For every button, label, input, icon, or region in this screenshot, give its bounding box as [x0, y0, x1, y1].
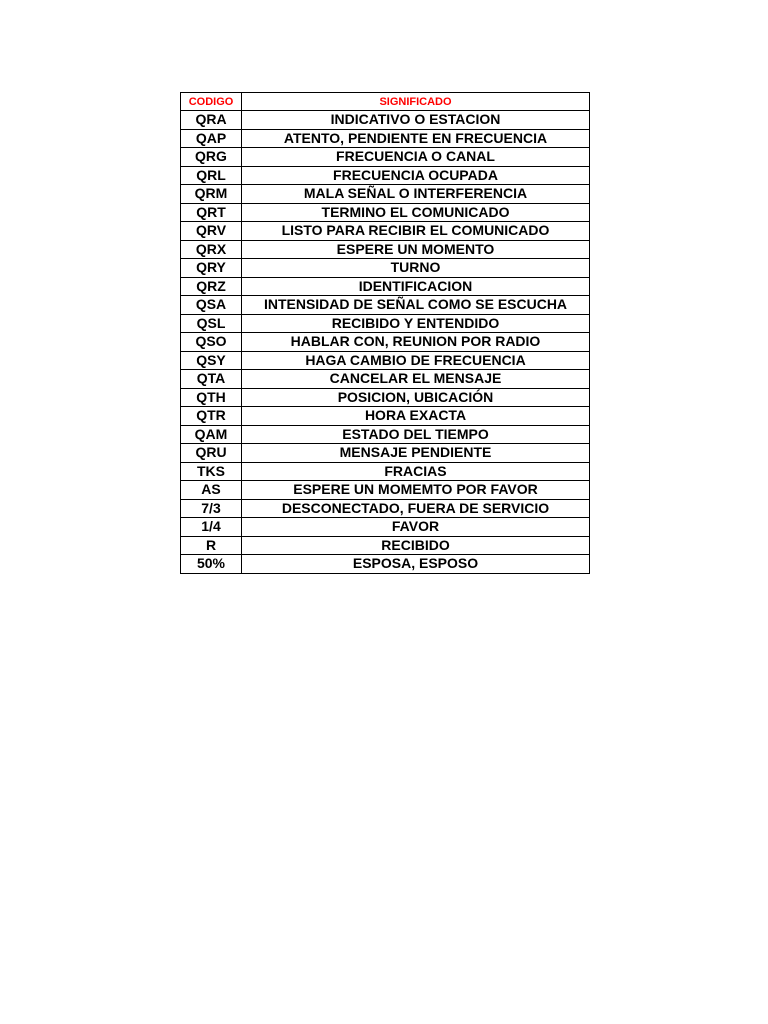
- code-cell: QTR: [181, 407, 242, 426]
- code-cell: QRZ: [181, 277, 242, 296]
- meaning-cell: ESPERE UN MOMEMTO POR FAVOR: [242, 481, 590, 500]
- code-cell: QSY: [181, 351, 242, 370]
- table-row: [181, 555, 590, 574]
- code-cell: TKS: [181, 462, 242, 481]
- code-cell: QRA: [181, 111, 242, 130]
- meaning-cell: MALA SEÑAL O INTERFERENCIA: [242, 185, 590, 204]
- code-cell: QRU: [181, 444, 242, 463]
- code-cell: QRT: [181, 203, 242, 222]
- table-row: [181, 129, 590, 148]
- table-row: [181, 185, 590, 204]
- meaning-cell: INTENSIDAD DE SEÑAL COMO SE ESCUCHA: [242, 296, 590, 315]
- meaning-cell: DESCONECTADO, FUERA DE SERVICIO: [242, 499, 590, 518]
- table-row: [181, 444, 590, 463]
- code-cell: QSO: [181, 333, 242, 352]
- meaning-cell: MENSAJE PENDIENTE: [242, 444, 590, 463]
- table-row: [181, 370, 590, 389]
- code-cell: QRM: [181, 185, 242, 204]
- code-cell: 7/3: [181, 499, 242, 518]
- meaning-cell: ATENTO, PENDIENTE EN FRECUENCIA: [242, 129, 590, 148]
- code-cell: QRG: [181, 148, 242, 167]
- header-meaning: SIGNIFICADO: [242, 93, 590, 111]
- code-cell: QSL: [181, 314, 242, 333]
- code-cell: AS: [181, 481, 242, 500]
- table-row: [181, 462, 590, 481]
- meaning-cell: FAVOR: [242, 518, 590, 537]
- meaning-cell: FRACIAS: [242, 462, 590, 481]
- meaning-cell: LISTO PARA RECIBIR EL COMUNICADO: [242, 222, 590, 241]
- code-cell: QRX: [181, 240, 242, 259]
- code-cell: QTA: [181, 370, 242, 389]
- meaning-cell: ESTADO DEL TIEMPO: [242, 425, 590, 444]
- table-row: [181, 166, 590, 185]
- table-row: [181, 148, 590, 167]
- code-cell: QSA: [181, 296, 242, 315]
- table-row: [181, 222, 590, 241]
- table-row: [181, 203, 590, 222]
- table-row: [181, 499, 590, 518]
- table-row: [181, 407, 590, 426]
- meaning-cell: CANCELAR EL MENSAJE: [242, 370, 590, 389]
- code-cell: QRL: [181, 166, 242, 185]
- code-sheet: [180, 92, 589, 574]
- table-row: [181, 425, 590, 444]
- q-code-table: [180, 92, 590, 574]
- meaning-cell: FRECUENCIA OCUPADA: [242, 166, 590, 185]
- code-cell: 50%: [181, 555, 242, 574]
- code-cell: QRY: [181, 259, 242, 278]
- table-row: [181, 111, 590, 130]
- table-row: [181, 481, 590, 500]
- table-header-row: [181, 93, 590, 111]
- meaning-cell: ESPOSA, ESPOSO: [242, 555, 590, 574]
- table-row: [181, 240, 590, 259]
- meaning-cell: INDICATIVO O ESTACION: [242, 111, 590, 130]
- table-row: [181, 351, 590, 370]
- meaning-cell: TERMINO EL COMUNICADO: [242, 203, 590, 222]
- table-row: [181, 536, 590, 555]
- meaning-cell: FRECUENCIA O CANAL: [242, 148, 590, 167]
- code-cell: QRV: [181, 222, 242, 241]
- code-cell: QAP: [181, 129, 242, 148]
- table-row: [181, 277, 590, 296]
- table-row: [181, 314, 590, 333]
- header-code: CODIGO: [181, 93, 242, 111]
- meaning-cell: RECIBIDO: [242, 536, 590, 555]
- code-cell: 1/4: [181, 518, 242, 537]
- code-cell: QAM: [181, 425, 242, 444]
- meaning-cell: POSICION, UBICACIÓN: [242, 388, 590, 407]
- table-body: [181, 111, 590, 574]
- table-row: [181, 518, 590, 537]
- meaning-cell: ESPERE UN MOMENTO: [242, 240, 590, 259]
- code-cell: R: [181, 536, 242, 555]
- meaning-cell: RECIBIDO Y ENTENDIDO: [242, 314, 590, 333]
- meaning-cell: HABLAR CON, REUNION POR RADIO: [242, 333, 590, 352]
- table-row: [181, 259, 590, 278]
- meaning-cell: HORA EXACTA: [242, 407, 590, 426]
- meaning-cell: HAGA CAMBIO DE FRECUENCIA: [242, 351, 590, 370]
- table-row: [181, 388, 590, 407]
- table-row: [181, 296, 590, 315]
- meaning-cell: TURNO: [242, 259, 590, 278]
- code-cell: QTH: [181, 388, 242, 407]
- meaning-cell: IDENTIFICACION: [242, 277, 590, 296]
- table-row: [181, 333, 590, 352]
